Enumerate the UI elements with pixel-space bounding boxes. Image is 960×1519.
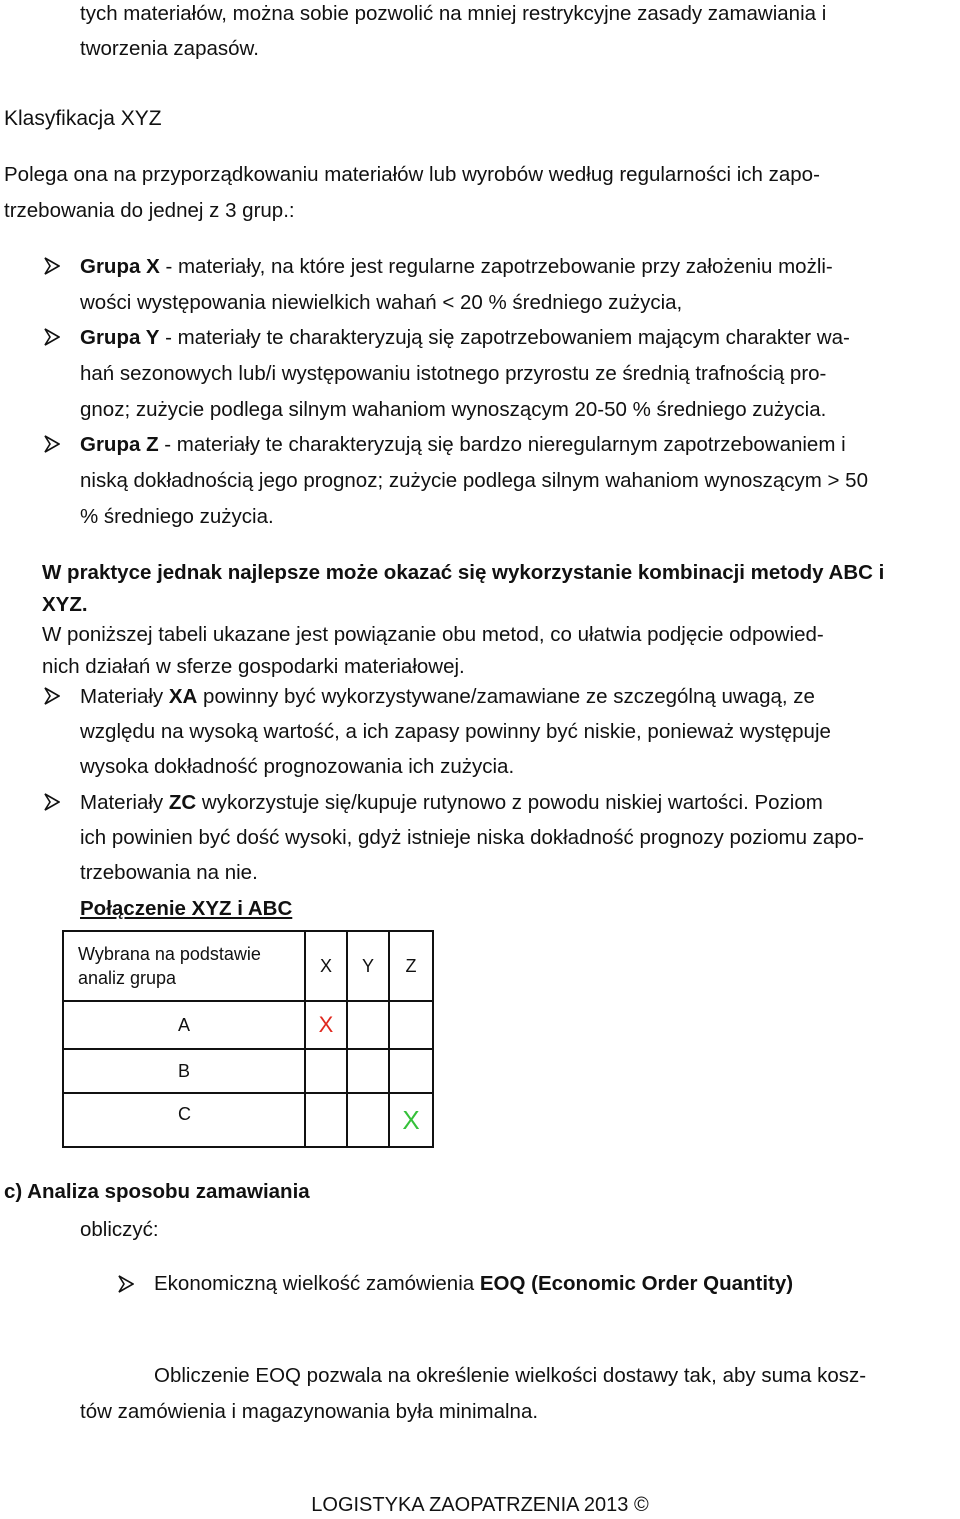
row-label: C (63, 1093, 305, 1147)
table-header-row (63, 931, 433, 1001)
mark-cell-xa: X (305, 1001, 347, 1049)
arrow-bullet-icon (118, 1275, 134, 1293)
table-title: Połączenie XYZ i ABC (80, 897, 293, 920)
list-item-text: ich powinien być dość wysoki, gdyż istnieje niska dokładność prognozy poziomu zapo- (80, 826, 864, 849)
header-cell: Wybrana na podstawie analiz grupa (63, 931, 305, 1001)
list-item-text: hań sezonowych lub/i występowaniu istotnego przyrostu ze średnią trafnością pro- (80, 362, 827, 385)
list-item-group-z: Grupa Z - materiały te charakteryzują się bardzo nieregularnym zapotrzebowaniem i (80, 433, 846, 456)
mark-cell (389, 1001, 433, 1049)
intro-line: tworzenia zapasów. (80, 37, 259, 60)
mark-cell (305, 1049, 347, 1093)
page-footer: LOGISTYKA ZAOPATRZENIA 2013 © (311, 1494, 649, 1516)
arrow-bullet-icon (44, 793, 60, 811)
list-item-text: wysoka dokładność prognozowania ich zużycia. (80, 755, 515, 778)
list-item-text: gnoz; zużycie podlega silnym wahaniom wynoszącym 20-50 % średniego zużycia. (80, 398, 827, 421)
list-item-text: trzebowania na nie. (80, 861, 258, 884)
mark-cell-zc: X (389, 1093, 433, 1147)
table-row (63, 1001, 433, 1049)
group-label: Grupa Y (80, 326, 160, 349)
list-item-group-x: Grupa X - materiały, na które jest regularne zapotrzebowanie przy założeniu możli- (80, 255, 833, 278)
list-item-text: względu na wysoką wartość, a ich zapasy powinny być niskie, ponieważ występuje (80, 720, 831, 743)
list-item-text: niską dokładnością jego prognoz; zużycie podlega silnym wahaniom wynoszącym > 50 (80, 469, 868, 492)
ordering-heading: c) Analiza sposobu zamawiania (4, 1180, 310, 1203)
xyz-description: Polega ona na przyporządkowaniu materiałów lub wyrobów według regularności ich zapo- (4, 163, 820, 186)
material-code: XA (168, 685, 198, 708)
xyz-description: trzebowania do jednej z 3 grup.: (4, 199, 295, 222)
eoq-paragraph: Obliczenie EOQ pozwala na określenie wielkości dostawy tak, aby suma kosz- (154, 1364, 867, 1387)
list-item-material-xa: Materiały XA powinny być wykorzystywane/zamawiane ze szczególną uwagą, ze (80, 685, 815, 708)
eoq-paragraph: tów zamówienia i magazynowania była minimalna. (80, 1400, 539, 1423)
arrow-bullet-icon (44, 257, 60, 275)
eoq-label: EOQ (Economic Order Quantity) (479, 1272, 794, 1295)
table-row (63, 1093, 433, 1147)
table-row (63, 1049, 433, 1093)
mark-cell (347, 1093, 389, 1147)
group-label: Grupa X (80, 255, 160, 278)
arrow-bullet-icon (44, 328, 60, 346)
xyz-abc-table (62, 930, 434, 1148)
group-label: Grupa Z (80, 433, 159, 456)
mark-cell (347, 1001, 389, 1049)
eoq-item: Ekonomiczną wielkość zamówienia EOQ (Economic Order Quantity) (154, 1272, 794, 1295)
row-label: B (63, 1049, 305, 1093)
practice-text: nich działań w sferze gospodarki materiałowej. (42, 655, 465, 678)
arrow-bullet-icon (44, 687, 60, 705)
list-item-text: % średniego zużycia. (80, 505, 274, 528)
mark-cell (305, 1093, 347, 1147)
material-code: ZC (168, 791, 197, 814)
arrow-bullet-icon (44, 435, 60, 453)
column-header-z: Z (389, 931, 433, 1001)
column-header-y: Y (347, 931, 389, 1001)
column-header-x: X (305, 931, 347, 1001)
xyz-heading: Klasyfikacja XYZ (4, 107, 162, 130)
practice-bold: W praktyce jednak najlepsze może okazać się wykorzystanie kombinacji metody ABC i (42, 561, 885, 584)
list-item-material-zc: Materiały ZC wykorzystuje się/kupuje rutynowo z powodu niskiej wartości. Poziom (80, 791, 823, 814)
mark-cell (389, 1049, 433, 1093)
practice-bold: XYZ. (42, 593, 88, 616)
practice-text: W poniższej tabeli ukazane jest powiązanie obu metod, co ułatwia podjęcie odpowied- (42, 623, 824, 646)
row-label: A (63, 1001, 305, 1049)
intro-line: tych materiałów, można sobie pozwolić na mniej restrykcyjne zasady zamawiania i (80, 2, 827, 25)
ordering-calc: obliczyć: (80, 1218, 159, 1241)
mark-cell (347, 1049, 389, 1093)
list-item-text: wości występowania niewielkich wahań < 20 % średniego zużycia, (80, 291, 683, 314)
list-item-group-y: Grupa Y - materiały te charakteryzują się zapotrzebowaniem mającym charakter wa- (80, 326, 850, 349)
